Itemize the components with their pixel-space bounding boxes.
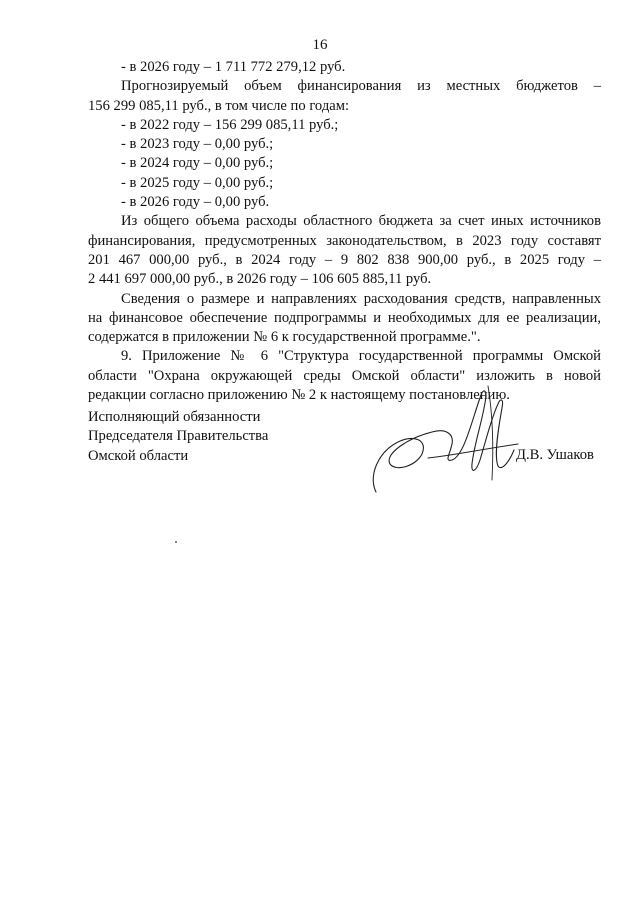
text-line: - в 2026 году – 0,00 руб. [121,194,270,211]
text-line: - в 2024 году – 0,00 руб.; [121,155,274,172]
text-line: на финансовое обеспечение подпрограммы и необходимых для ее реализации, [88,309,601,326]
text-line: содержатся в приложении № 6 к государственной программе.". [88,329,481,346]
signer-position-line: Председателя Правительства [88,428,269,445]
text-line: 9. Приложение № 6 "Структура государственной программы Омской [121,348,601,365]
signer-position-line: Исполняющий обязанности [88,409,261,425]
text-line: - в 2026 году – 1 711 772 279,12 руб. [121,59,346,75]
text-line: Сведения о размере и направлениях расходования средств, направленных [121,290,601,307]
text-line: Из общего объема расходы областного бюджета за счет иных источников [121,213,601,230]
text-line: Прогнозируемый объем финансирования из местных бюджетов – [121,78,601,95]
page-number: 16 [312,37,328,53]
document-body [88,58,601,405]
text-line: - в 2022 году – 156 299 085,11 руб.; [121,116,339,133]
signer-position [88,408,268,466]
stray-mark [175,541,177,543]
text-line: - в 2025 году – 0,00 руб.; [121,174,274,191]
text-line: 2 441 697 000,00 руб., в 2026 году – 106 605 885,11 руб. [88,271,432,288]
text-line: - в 2023 году – 0,00 руб.; [121,136,274,153]
text-line: области "Охрана окружающей среды Омской области" изложить в новой [88,367,601,384]
signer-name: Д.В. Ушаков [516,447,594,463]
text-line: 156 299 085,11 руб., в том числе по годам: [88,97,350,114]
signer-position-line: Омской области [88,447,189,464]
handwritten-signature-icon [368,380,538,498]
text-line: 201 467 000,00 руб., в 2024 году – 9 802 838 900,00 руб., в 2025 году – [88,251,601,268]
text-line: финансирования, предусмотренных законодательством, в 2023 году составят [88,232,601,249]
text-line: редакции согласно приложению № 2 к настоящему постановлению. [88,387,510,404]
